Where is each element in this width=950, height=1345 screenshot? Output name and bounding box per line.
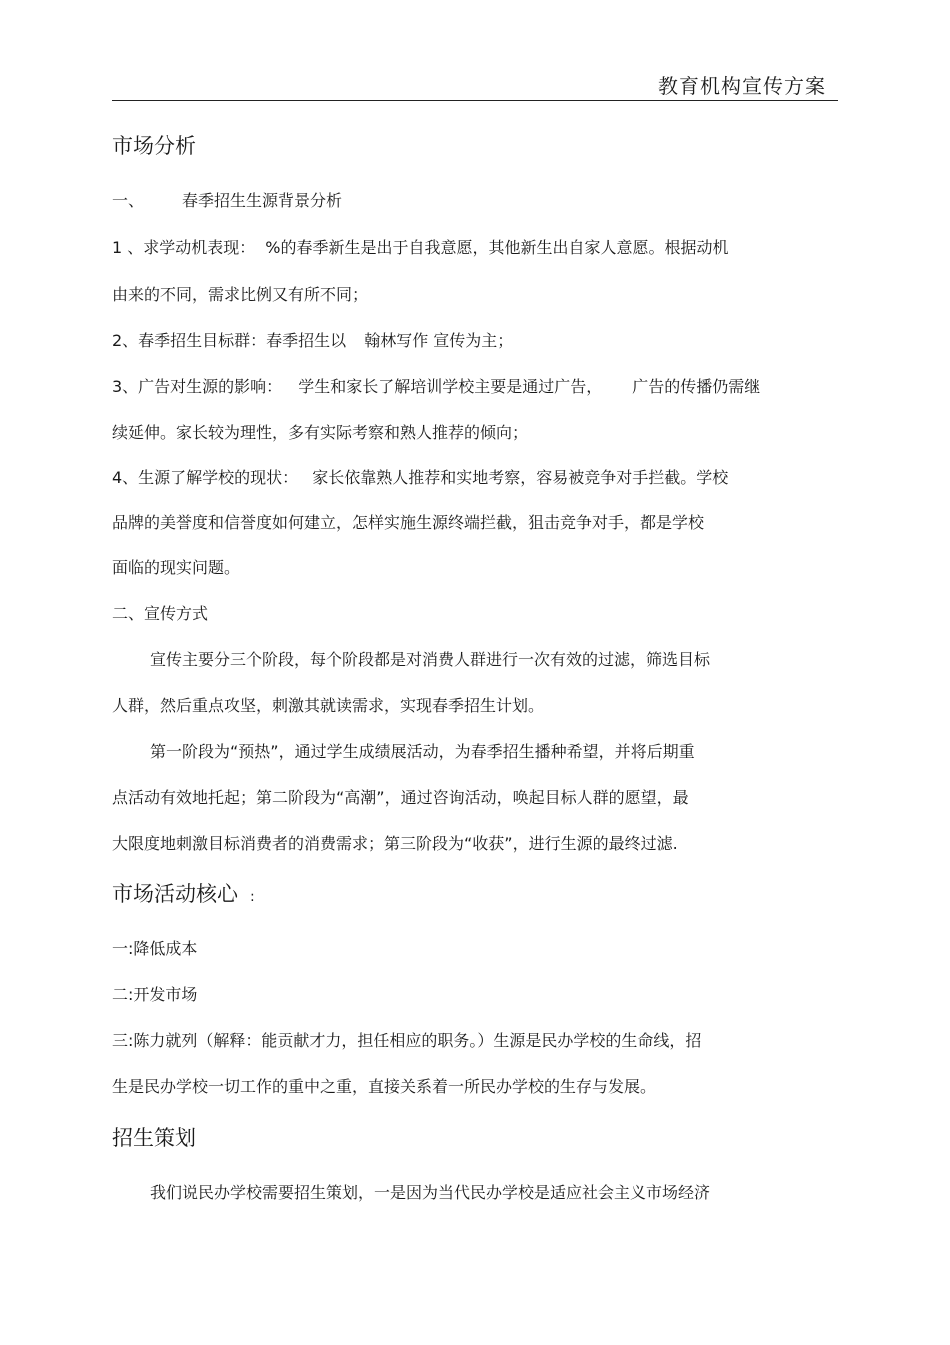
subsection-heading-2: 二、宣传方式 xyxy=(112,604,209,623)
paragraph-line xyxy=(112,465,728,488)
paragraph-line xyxy=(112,328,513,351)
list-item: 二:开发市场 xyxy=(112,985,198,1004)
text-run: 2、春季招生目标群：春季招生以 xyxy=(112,331,347,350)
document-header-title: 教育机构宣传方案 xyxy=(658,74,826,98)
paragraph-line: 大限度地刺激目标消费者的消费需求；第三阶段为“收获”，进行生源的最终过滤. xyxy=(112,834,678,853)
paragraph-line: 第一阶段为“预热”，通过学生成绩展活动，为春季招生播种希望，并将后期重 xyxy=(150,742,695,761)
text-run: 广告的传播仍需继 xyxy=(632,377,761,396)
section-title-colon: : xyxy=(250,889,255,905)
text-run: 学生和家长了解培训学校主要是通过广告， xyxy=(298,377,603,396)
paragraph-line: 续延伸。家长较为理性，多有实际考察和熟人推荐的倾向； xyxy=(112,423,529,442)
paragraph-line: 生是民办学校一切工作的重中之重，直接关系着一所民办学校的生存与发展。 xyxy=(112,1077,657,1096)
paragraph-line: 我们说民办学校需要招生策划，一是因为当代民办学校是适应社会主义市场经济 xyxy=(150,1183,711,1202)
paragraph-line: 由来的不同，需求比例又有所不同； xyxy=(112,285,369,304)
subsection-number: 一、 xyxy=(112,191,145,210)
paragraph-line: 点活动有效地托起；第二阶段为“高潮”，通过咨询活动，唤起目标人群的愿望，最 xyxy=(112,788,689,807)
paragraph-line xyxy=(112,374,760,397)
section-title-market-activity-core xyxy=(112,878,255,908)
list-item: 三:陈力就列（解释：能贡献才力，担任相应的职务。）生源是民办学校的生命线，招 xyxy=(112,1031,702,1050)
text-run: %的春季新生是出于自我意愿，其他新生出自家人意愿。根据动机 xyxy=(265,238,729,257)
text-run: 3、广告对生源的影响： xyxy=(112,377,283,396)
paragraph-line xyxy=(112,235,729,258)
paragraph-line: 面临的现实问题。 xyxy=(112,558,241,577)
section-title-enrollment-planning: 招生策划 xyxy=(112,1126,196,1150)
text-run: 家长依靠熟人推荐和实地考察，容易被竞争对手拦截。学校 xyxy=(312,468,729,487)
paragraph-line: 宣传主要分三个阶段，每个阶段都是对消费人群进行一次有效的过滤，筛选目标 xyxy=(150,650,711,669)
subsection-text: 春季招生生源背景分析 xyxy=(182,191,343,210)
paragraph-line: 品牌的美誉度和信誉度如何建立，怎样实施生源终端拦截，狙击竞争对手，都是学校 xyxy=(112,513,705,532)
paragraph-line: 人群，然后重点攻坚，刺激其就读需求，实现春季招生计划。 xyxy=(112,696,545,715)
text-run: 1 、求学动机表现： xyxy=(112,238,256,257)
list-item: 一:降低成本 xyxy=(112,939,198,958)
subsection-heading-1 xyxy=(112,188,342,211)
section-title-text: 市场活动核心 xyxy=(112,882,238,906)
text-run: 翰林写作 宣传为主； xyxy=(364,331,514,350)
header-divider xyxy=(112,100,838,101)
text-run: 4、生源了解学校的现状： xyxy=(112,468,299,487)
section-title-market-analysis: 市场分析 xyxy=(112,134,196,158)
